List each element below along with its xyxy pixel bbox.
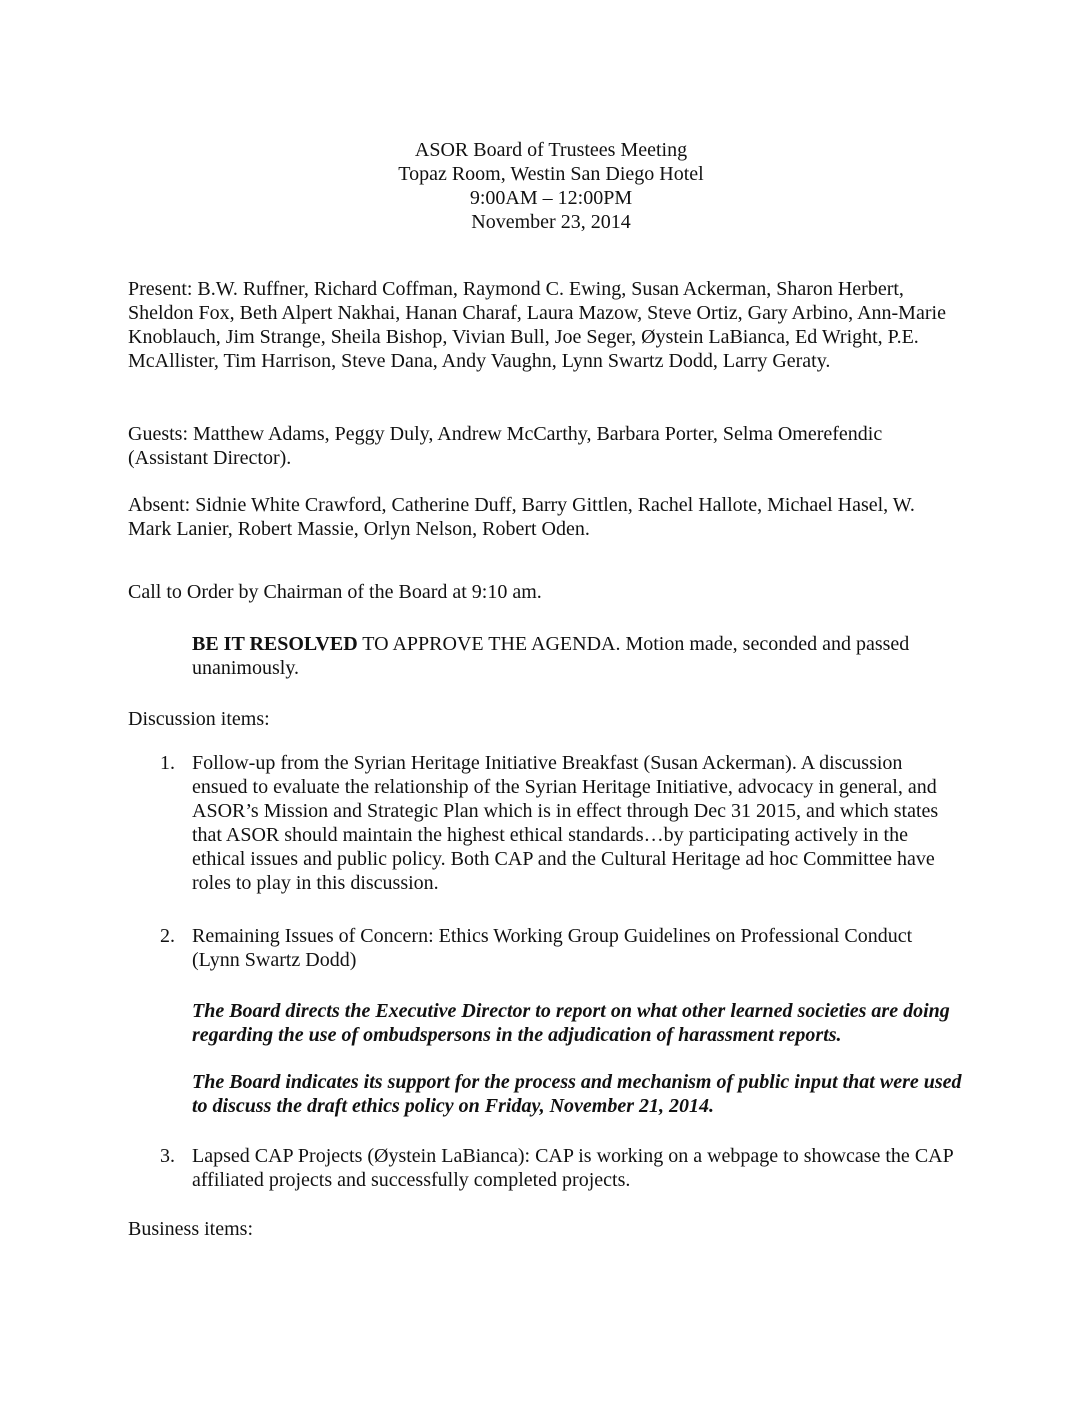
business-heading: Business items: (128, 1218, 254, 1240)
guests-list: Guests: Matthew Adams, Peggy Duly, Andrew McCarthy, Barbara Porter, Selma Omerefendic (Assistant Director). (128, 423, 883, 469)
business-heading-paragraph (128, 1217, 963, 1241)
resolution-lead: BE IT RESOLVED (192, 633, 358, 655)
call-to-order: Call to Order by Chairman of the Board at 9:10 am. (128, 581, 542, 603)
meeting-location: Topaz Room, Westin San Diego Hotel (398, 163, 704, 185)
directive-text: The Board indicates its support for the process and mechanism of public input that were used to discuss the draft ethics policy on Friday, November 21, 2014. (192, 1071, 962, 1117)
board-directive-public-input (192, 1070, 962, 1118)
discussion-heading-paragraph (128, 707, 963, 731)
discussion-heading: Discussion items: (128, 708, 270, 730)
absent-paragraph (128, 493, 963, 541)
item-number: 1. (160, 752, 175, 774)
meeting-title: ASOR Board of Trustees Meeting (414, 139, 688, 161)
agenda-resolution (192, 632, 962, 680)
item-text: Remaining Issues of Concern: Ethics Working Group Guidelines on Professional Conduct (Lynn Swartz Dodd) (192, 925, 913, 971)
item-text: Follow-up from the Syrian Heritage Initiative Breakfast (Susan Ackerman). A discussion ensued to evaluate the relationship of the Syrian Heritage Initiative, advocacy in general, and ASOR’s Mission and Strategic Plan which is in effect through Dec 31 2015, and which states that ASOR should maintain the highest ethical standards…by participating actively in the ethical issues and public policy. Both CAP and the Cultural Heritage ad hoc Committee have roles to play in this discussion. (192, 752, 939, 894)
item-number: 3. (160, 1145, 175, 1167)
call-to-order-paragraph (128, 580, 963, 604)
present-paragraph (128, 277, 963, 373)
board-directive-ombudspersons (192, 999, 962, 1047)
item-number: 2. (160, 925, 175, 947)
meeting-header (0, 138, 1088, 234)
resolution-text: TO APPROVE THE AGENDA. Motion made, seconded and passed unanimously. (192, 633, 910, 679)
meeting-date: November 23, 2014 (471, 211, 631, 233)
meeting-time: 9:00AM – 12:00PM (469, 187, 633, 209)
item-text: Lapsed CAP Projects (Øystein LaBianca): CAP is working on a webpage to showcase the CAP affiliated projects and successfully completed projects. (192, 1145, 953, 1191)
absent-list: Absent: Sidnie White Crawford, Catherine Duff, Barry Gittlen, Rachel Hallote, Michael Hasel, W. Mark Lanier, Robert Massie, Orlyn Nelson, Robert Oden. (128, 494, 915, 540)
guests-paragraph (128, 422, 963, 470)
present-list: Present: B.W. Ruffner, Richard Coffman, Raymond C. Ewing, Susan Ackerman, Sharon Herbert, Sheldon Fox, Beth Alpert Nakhai, Hanan Charaf, Laura Mazow, Steve Ortiz, Gary Arbino, Ann-Marie Knoblauch, Jim Strange, Sheila Bishop, Vivian Bull, Joe Seger, Øystein LaBianca, Ed Wright, P.E. McAllister, Tim Harrison, Steve Dana, Andy Vaughn, Lynn Swartz Dodd, Larry Geraty. (128, 278, 946, 372)
directive-text: The Board directs the Executive Director to report on what other learned societies are doing regarding the use of ombudspersons in the adjudication of harassment reports. (192, 1000, 950, 1046)
